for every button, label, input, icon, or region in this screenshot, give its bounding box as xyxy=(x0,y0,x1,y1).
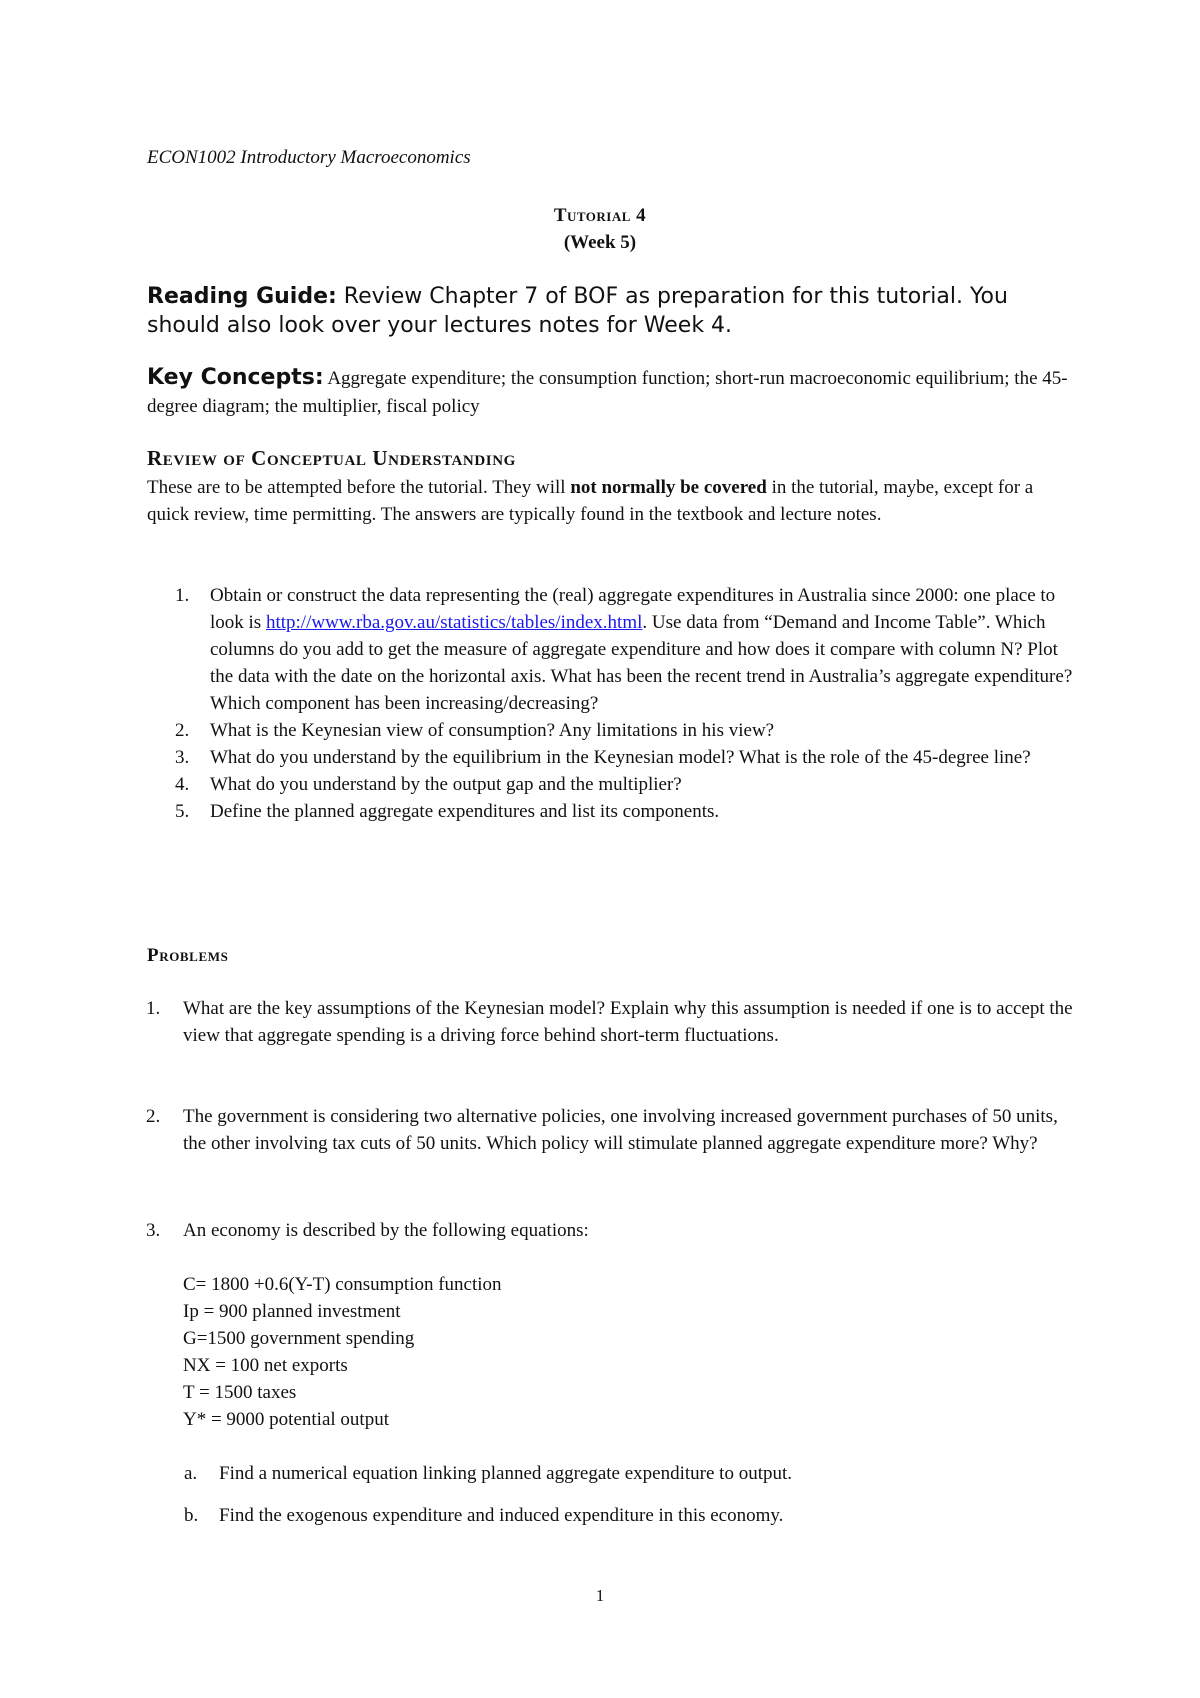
list-number: 5. xyxy=(175,801,190,822)
key-concepts xyxy=(147,364,1077,421)
equation-investment: Ip = 900 planned investment xyxy=(183,1301,401,1322)
review-item-1-text-b: . Use data from “Demand and Income Table”. Which columns do you add to get the measure of aggregate expenditure and how does it compare with column N? Plot the data with the date on the horizontal axis. What has been the recent trend in Australia’s aggregate expenditure? Which component has been increasing/decreasing? xyxy=(210,612,1073,714)
list-number: 2. xyxy=(146,1106,161,1127)
review-intro-text-a: These are to be attempted before the tutorial. They will xyxy=(147,477,571,498)
review-item-text: What do you understand by the output gap and the multiplier? xyxy=(210,774,682,795)
review-intro-text-b: in the tutorial, maybe, except for a quick review, time permitting. The answers are typically found in the textbook and lecture notes. xyxy=(147,477,1034,525)
reading-guide-text: Review Chapter 7 of BOF as preparation for this tutorial. You should also look over your lectures notes for Week 4. xyxy=(147,284,1008,338)
review-intro xyxy=(147,474,1077,528)
equation-consumption: C= 1800 +0.6(Y-T) consumption function xyxy=(183,1274,502,1295)
tutorial-title: Tutorial 4 xyxy=(553,205,647,226)
key-concepts-label: Key Concepts: xyxy=(147,365,324,390)
problem-text: The government is considering two alternative policies, one involving increased government purchases of 50 units, the other involving tax cuts of 50 units. Which policy will stimulate planned aggregate expenditure more? Why? xyxy=(183,1106,1058,1154)
key-concepts-text: Aggregate expenditure; the consumption function; short-run macroeconomic equilibrium; the 45-degree diagram; the multiplier, fiscal policy xyxy=(147,368,1068,417)
reading-guide-label: Reading Guide: xyxy=(147,284,337,309)
reading-guide xyxy=(147,282,1077,340)
subquestion-a xyxy=(184,1460,1079,1487)
problem-2 xyxy=(146,1103,1073,1157)
list-number: 2. xyxy=(175,720,190,741)
equation-government: G=1500 government spending xyxy=(183,1328,415,1349)
review-list xyxy=(175,582,1080,825)
review-item-3 xyxy=(175,744,1080,771)
list-number: 3. xyxy=(175,747,190,768)
equation-potential-output: Y* = 9000 potential output xyxy=(183,1409,389,1430)
review-item-text: What is the Keynesian view of consumption? Any limitations in his view? xyxy=(210,720,775,741)
subquestion-b xyxy=(184,1502,1079,1529)
review-item-text: What do you understand by the equilibrium in the Keynesian model? What is the role of the 45-degree line? xyxy=(210,747,1031,768)
page-number: 1 xyxy=(595,1586,605,1605)
list-letter: b. xyxy=(184,1505,199,1526)
list-number: 1. xyxy=(146,998,161,1019)
equation-net-exports: NX = 100 net exports xyxy=(183,1355,348,1376)
review-intro-bold: not normally be covered xyxy=(570,477,767,498)
list-letter: a. xyxy=(184,1463,198,1484)
list-number: 1. xyxy=(175,585,190,606)
rba-statistics-link[interactable]: http://www.rba.gov.au/statistics/tables/index.html xyxy=(265,612,643,633)
problem-text: An economy is described by the following equations: xyxy=(183,1220,589,1241)
problems-heading: Problems xyxy=(147,945,229,966)
problem-1 xyxy=(146,995,1073,1049)
review-item-2 xyxy=(175,717,1080,744)
review-item-4 xyxy=(175,771,1080,798)
subquestion-text: Find the exogenous expenditure and induced expenditure in this economy. xyxy=(219,1505,784,1526)
problem-text: What are the key assumptions of the Keynesian model? Explain why this assumption is needed if one is to accept the view that aggregate spending is a driving force behind short-term fluctuations. xyxy=(183,998,1073,1046)
equation-taxes: T = 1500 taxes xyxy=(183,1382,297,1403)
equation-list xyxy=(183,1271,502,1433)
list-number: 3. xyxy=(146,1220,161,1241)
review-item-1-text-a: Obtain or construct the data representing the (real) aggregate expenditures in Australia since 2000: one place to look is xyxy=(210,585,1056,633)
problem-3 xyxy=(146,1217,1073,1244)
review-item-text: Define the planned aggregate expenditures and list its components. xyxy=(210,801,720,822)
review-heading: Review of Conceptual Understanding xyxy=(147,446,516,470)
list-number: 4. xyxy=(175,774,190,795)
subquestion-text: Find a numerical equation linking planned aggregate expenditure to output. xyxy=(219,1463,793,1484)
review-item-1 xyxy=(175,582,1080,717)
course-title: ECON1002 Introductory Macroeconomics xyxy=(147,147,471,168)
review-item-5 xyxy=(175,798,1080,825)
tutorial-week: (Week 5) xyxy=(563,232,637,253)
